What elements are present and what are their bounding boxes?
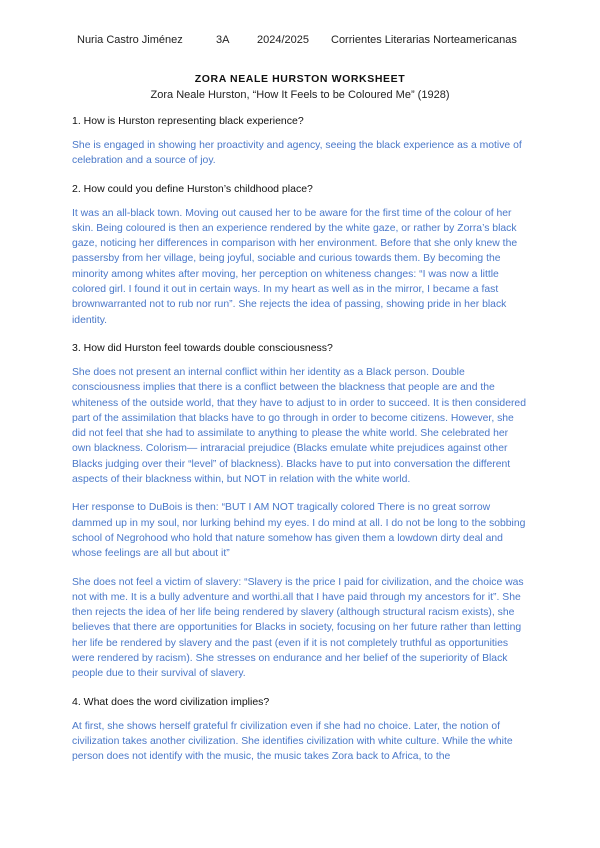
answer-3-paragraph-2: Her response to DuBois is then: “BUT I AM NOT tragically colored There is no great sorrow dammed up in my soul, nor lurking behind my eyes. I do mind at all. I do not be long to the sobbing school of Negrohood who hold that nature somehow has given them a lowdown dirty deal and whose feelings are all but about it”: [72, 502, 526, 560]
answer-3-paragraph-1: She does not present an internal conflict within her identity as a Black person. Double consciousness implies that there is a conflict between the blackness that people are and the whiteness of the outside world, that they have to adjust to in order to succeed. It is then considered part of the assimilation that blacks have to go through in order to become citizens. However, she did not feel that she had to assimilate to anything to please the white world. She celebrated her own blackness. Colorism— intraracial prejudice (Blacks emulate white prejudices against other Blacks judging over their “level” of blackness). Blacks have to put into conversation the different aspects of their blackness within, but NOT in relation with the white world.: [72, 366, 526, 486]
question-4: 4. What does the word civilization implies?: [72, 695, 270, 708]
question-1: 1. How is Hurston representing black experience?: [72, 115, 304, 127]
question-2: 2. How could you define Hurston’s childhood place?: [72, 182, 313, 195]
answer-1: She is engaged in showing her proactivity and agency, seeing the black experience as a motive of celebration and a source of joy.: [72, 140, 522, 167]
worksheet-title: ZORA NEALE HURSTON WORKSHEET: [194, 73, 406, 85]
class-group: 3A: [216, 34, 230, 46]
question-3: 3. How did Hurston feel towards double consciousness?: [72, 341, 333, 354]
answer-2: It was an all-black town. Moving out caused her to be aware for the first time of the colour of her skin. Being coloured is then an experience rendered by the white gaze, or rather by Zorra’s black gaze, noticing her differences in comparison with her environment. Before that she only knew the passersby from her village, being joyful, sociable and curious towards them. By becoming the minority among whites after moving, her perception on whiteness changes: “I was now a little colored girl. I found it out in certain ways. In my heart as well as in the mirror, I became a fast brownwarranted not to rub nor run”. She rejects the idea of passing, showing pride in her black identity.: [72, 207, 518, 326]
answer-3-paragraph-3: She does not feel a victim of slavery: “Slavery is the price I paid for civilization, and the choice was not with me. It is a bully adventure and worthi.all that I have paid through my ancestors for it”. She then rejects the idea of her life being rendered by slavery (although structural racism exists), she believes that there are opportunities for Blacks in society, focusing on her future rather than letting her life be rendered by slavery and the past (even if it is not completely truthful as opportunities were rendered by racism). She stresses on endurance and her belief of the superiority of Black people due to their survival of slavery.: [72, 576, 524, 680]
author-name: Nuria Castro Jiménez: [77, 34, 183, 46]
course-name: Corrientes Literarias Norteamericanas: [331, 34, 517, 46]
worksheet-content: [72, 114, 528, 778]
title-block: [0, 73, 600, 101]
academic-year: 2024/2025: [257, 34, 309, 46]
worksheet-subtitle: Zora Neale Hurston, “How It Feels to be Coloured Me” (1928): [150, 89, 450, 101]
answer-4: At first, she shows herself grateful fr civilization even if she had no choice. Later, the notion of civilization takes another civilization. She identifies civilization with white culture. While the white person does not identify with the music, the music takes Zora back to Africa, to the: [72, 720, 513, 763]
